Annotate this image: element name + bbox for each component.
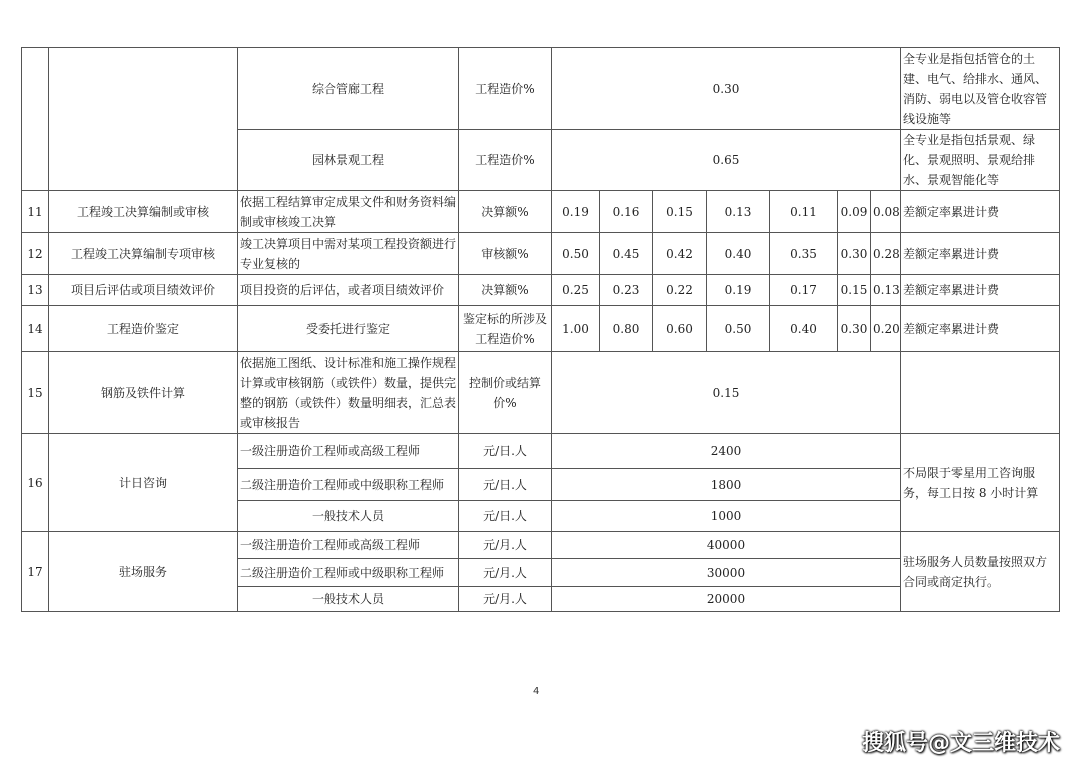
rate-cell: 1000 — [552, 501, 901, 532]
no-cell: 13 — [22, 275, 49, 306]
name-cell — [49, 48, 238, 191]
unit-cell: 元/月.人 — [459, 587, 552, 612]
table-row — [22, 233, 1060, 275]
rate-cell: 0.22 — [653, 275, 707, 306]
unit-cell: 元/日.人 — [459, 434, 552, 469]
table-row — [22, 532, 1060, 559]
note-cell: 差额定率累进计费 — [901, 191, 1060, 233]
rate-cell: 2400 — [552, 434, 901, 469]
rate-cell: 0.13 — [707, 191, 770, 233]
rate-cell: 0.20 — [871, 306, 901, 352]
unit-cell: 元/日.人 — [459, 501, 552, 532]
rate-cell: 0.80 — [600, 306, 653, 352]
no-cell: 14 — [22, 306, 49, 352]
rate-cell: 0.09 — [838, 191, 871, 233]
unit-cell: 元/日.人 — [459, 469, 552, 501]
note-cell: 全专业是指包括管仓的土建、电气、给排水、通风、消防、弱电以及管仓收容管线设施等 — [901, 48, 1060, 130]
unit-cell: 决算额% — [459, 275, 552, 306]
name-cell: 计日咨询 — [49, 434, 238, 532]
no-cell: 12 — [22, 233, 49, 275]
rate-cell: 0.23 — [600, 275, 653, 306]
note-cell — [901, 352, 1060, 434]
page-number: 4 — [533, 686, 540, 697]
rate-cell: 0.19 — [707, 275, 770, 306]
table-row — [22, 352, 1060, 434]
unit-cell: 控制价或结算价% — [459, 352, 552, 434]
rate-cell: 0.08 — [871, 191, 901, 233]
desc-cell: 依据工程结算审定成果文件和财务资料编制或审核竣工决算 — [238, 191, 459, 233]
name-cell: 驻场服务 — [49, 532, 238, 612]
table-row — [22, 434, 1060, 469]
table-row — [22, 306, 1060, 352]
fee-table — [21, 47, 1060, 612]
item-cell: 综合管廊工程 — [238, 48, 459, 130]
rate-cell: 0.28 — [871, 233, 901, 275]
rate-cell: 0.50 — [552, 233, 600, 275]
name-cell: 工程竣工决算编制或审核 — [49, 191, 238, 233]
note-cell: 差额定率累进计费 — [901, 306, 1060, 352]
rate-cell: 40000 — [552, 532, 901, 559]
rate-cell: 0.25 — [552, 275, 600, 306]
unit-cell: 决算额% — [459, 191, 552, 233]
rate-cell: 0.15 — [552, 352, 901, 434]
rate-cell: 0.30 — [838, 233, 871, 275]
unit-cell: 工程造价% — [459, 130, 552, 191]
desc-cell: 二级注册造价工程师或中级职称工程师 — [238, 469, 459, 501]
rate-cell: 20000 — [552, 587, 901, 612]
desc-cell: 二级注册造价工程师或中级职称工程师 — [238, 559, 459, 587]
name-cell: 工程造价鉴定 — [49, 306, 238, 352]
rate-cell: 0.45 — [600, 233, 653, 275]
rate-cell: 0.50 — [707, 306, 770, 352]
rate-cell: 0.19 — [552, 191, 600, 233]
rate-cell: 0.16 — [600, 191, 653, 233]
table-row — [22, 191, 1060, 233]
rate-cell: 0.17 — [770, 275, 838, 306]
rate-cell: 0.65 — [552, 130, 901, 191]
name-cell: 项目后评估或项目绩效评价 — [49, 275, 238, 306]
desc-cell: 受委托进行鉴定 — [238, 306, 459, 352]
desc-cell: 竣工决算项目中需对某项工程投资额进行专业复核的 — [238, 233, 459, 275]
note-cell: 驻场服务人员数量按照双方合同或商定执行。 — [901, 532, 1060, 612]
no-cell: 17 — [22, 532, 49, 612]
rate-cell: 0.15 — [653, 191, 707, 233]
rate-cell: 0.30 — [552, 48, 901, 130]
no-cell: 16 — [22, 434, 49, 532]
rate-cell: 0.13 — [871, 275, 901, 306]
note-cell: 差额定率累进计费 — [901, 275, 1060, 306]
unit-cell: 元/月.人 — [459, 559, 552, 587]
unit-cell: 审核额% — [459, 233, 552, 275]
rate-cell: 1.00 — [552, 306, 600, 352]
desc-cell: 一般技术人员 — [238, 501, 459, 532]
table-row — [22, 275, 1060, 306]
desc-cell: 一般技术人员 — [238, 587, 459, 612]
note-cell: 不局限于零星用工咨询服务，每工日按 8 小时计算 — [901, 434, 1060, 532]
unit-cell: 工程造价% — [459, 48, 552, 130]
rate-cell: 0.40 — [707, 233, 770, 275]
watermark: 搜狐号@文三维技术 — [862, 731, 1061, 756]
rate-cell: 0.35 — [770, 233, 838, 275]
no-cell: 15 — [22, 352, 49, 434]
desc-cell: 一级注册造价工程师或高级工程师 — [238, 434, 459, 469]
rate-cell: 0.40 — [770, 306, 838, 352]
name-cell: 工程竣工决算编制专项审核 — [49, 233, 238, 275]
item-cell: 园林景观工程 — [238, 130, 459, 191]
unit-cell: 鉴定标的所涉及工程造价% — [459, 306, 552, 352]
rate-cell: 0.11 — [770, 191, 838, 233]
rate-cell: 1800 — [552, 469, 901, 501]
desc-cell: 一级注册造价工程师或高级工程师 — [238, 532, 459, 559]
rate-cell: 0.60 — [653, 306, 707, 352]
rate-cell: 0.42 — [653, 233, 707, 275]
rate-cell: 0.15 — [838, 275, 871, 306]
rate-cell: 0.30 — [838, 306, 871, 352]
name-cell: 钢筋及铁件计算 — [49, 352, 238, 434]
desc-cell: 项目投资的后评估，或者项目绩效评价 — [238, 275, 459, 306]
table-row — [22, 48, 1060, 130]
no-cell — [22, 48, 49, 191]
note-cell: 全专业是指包括景观、绿化、景观照明、景观给排水、景观智能化等 — [901, 130, 1060, 191]
desc-cell: 依据施工图纸、设计标准和施工操作规程计算或审核钢筋（或铁件）数量，提供完整的钢筋（或铁件）数量明细表，汇总表或审核报告 — [238, 352, 459, 434]
unit-cell: 元/月.人 — [459, 532, 552, 559]
rate-cell: 30000 — [552, 559, 901, 587]
no-cell: 11 — [22, 191, 49, 233]
note-cell: 差额定率累进计费 — [901, 233, 1060, 275]
